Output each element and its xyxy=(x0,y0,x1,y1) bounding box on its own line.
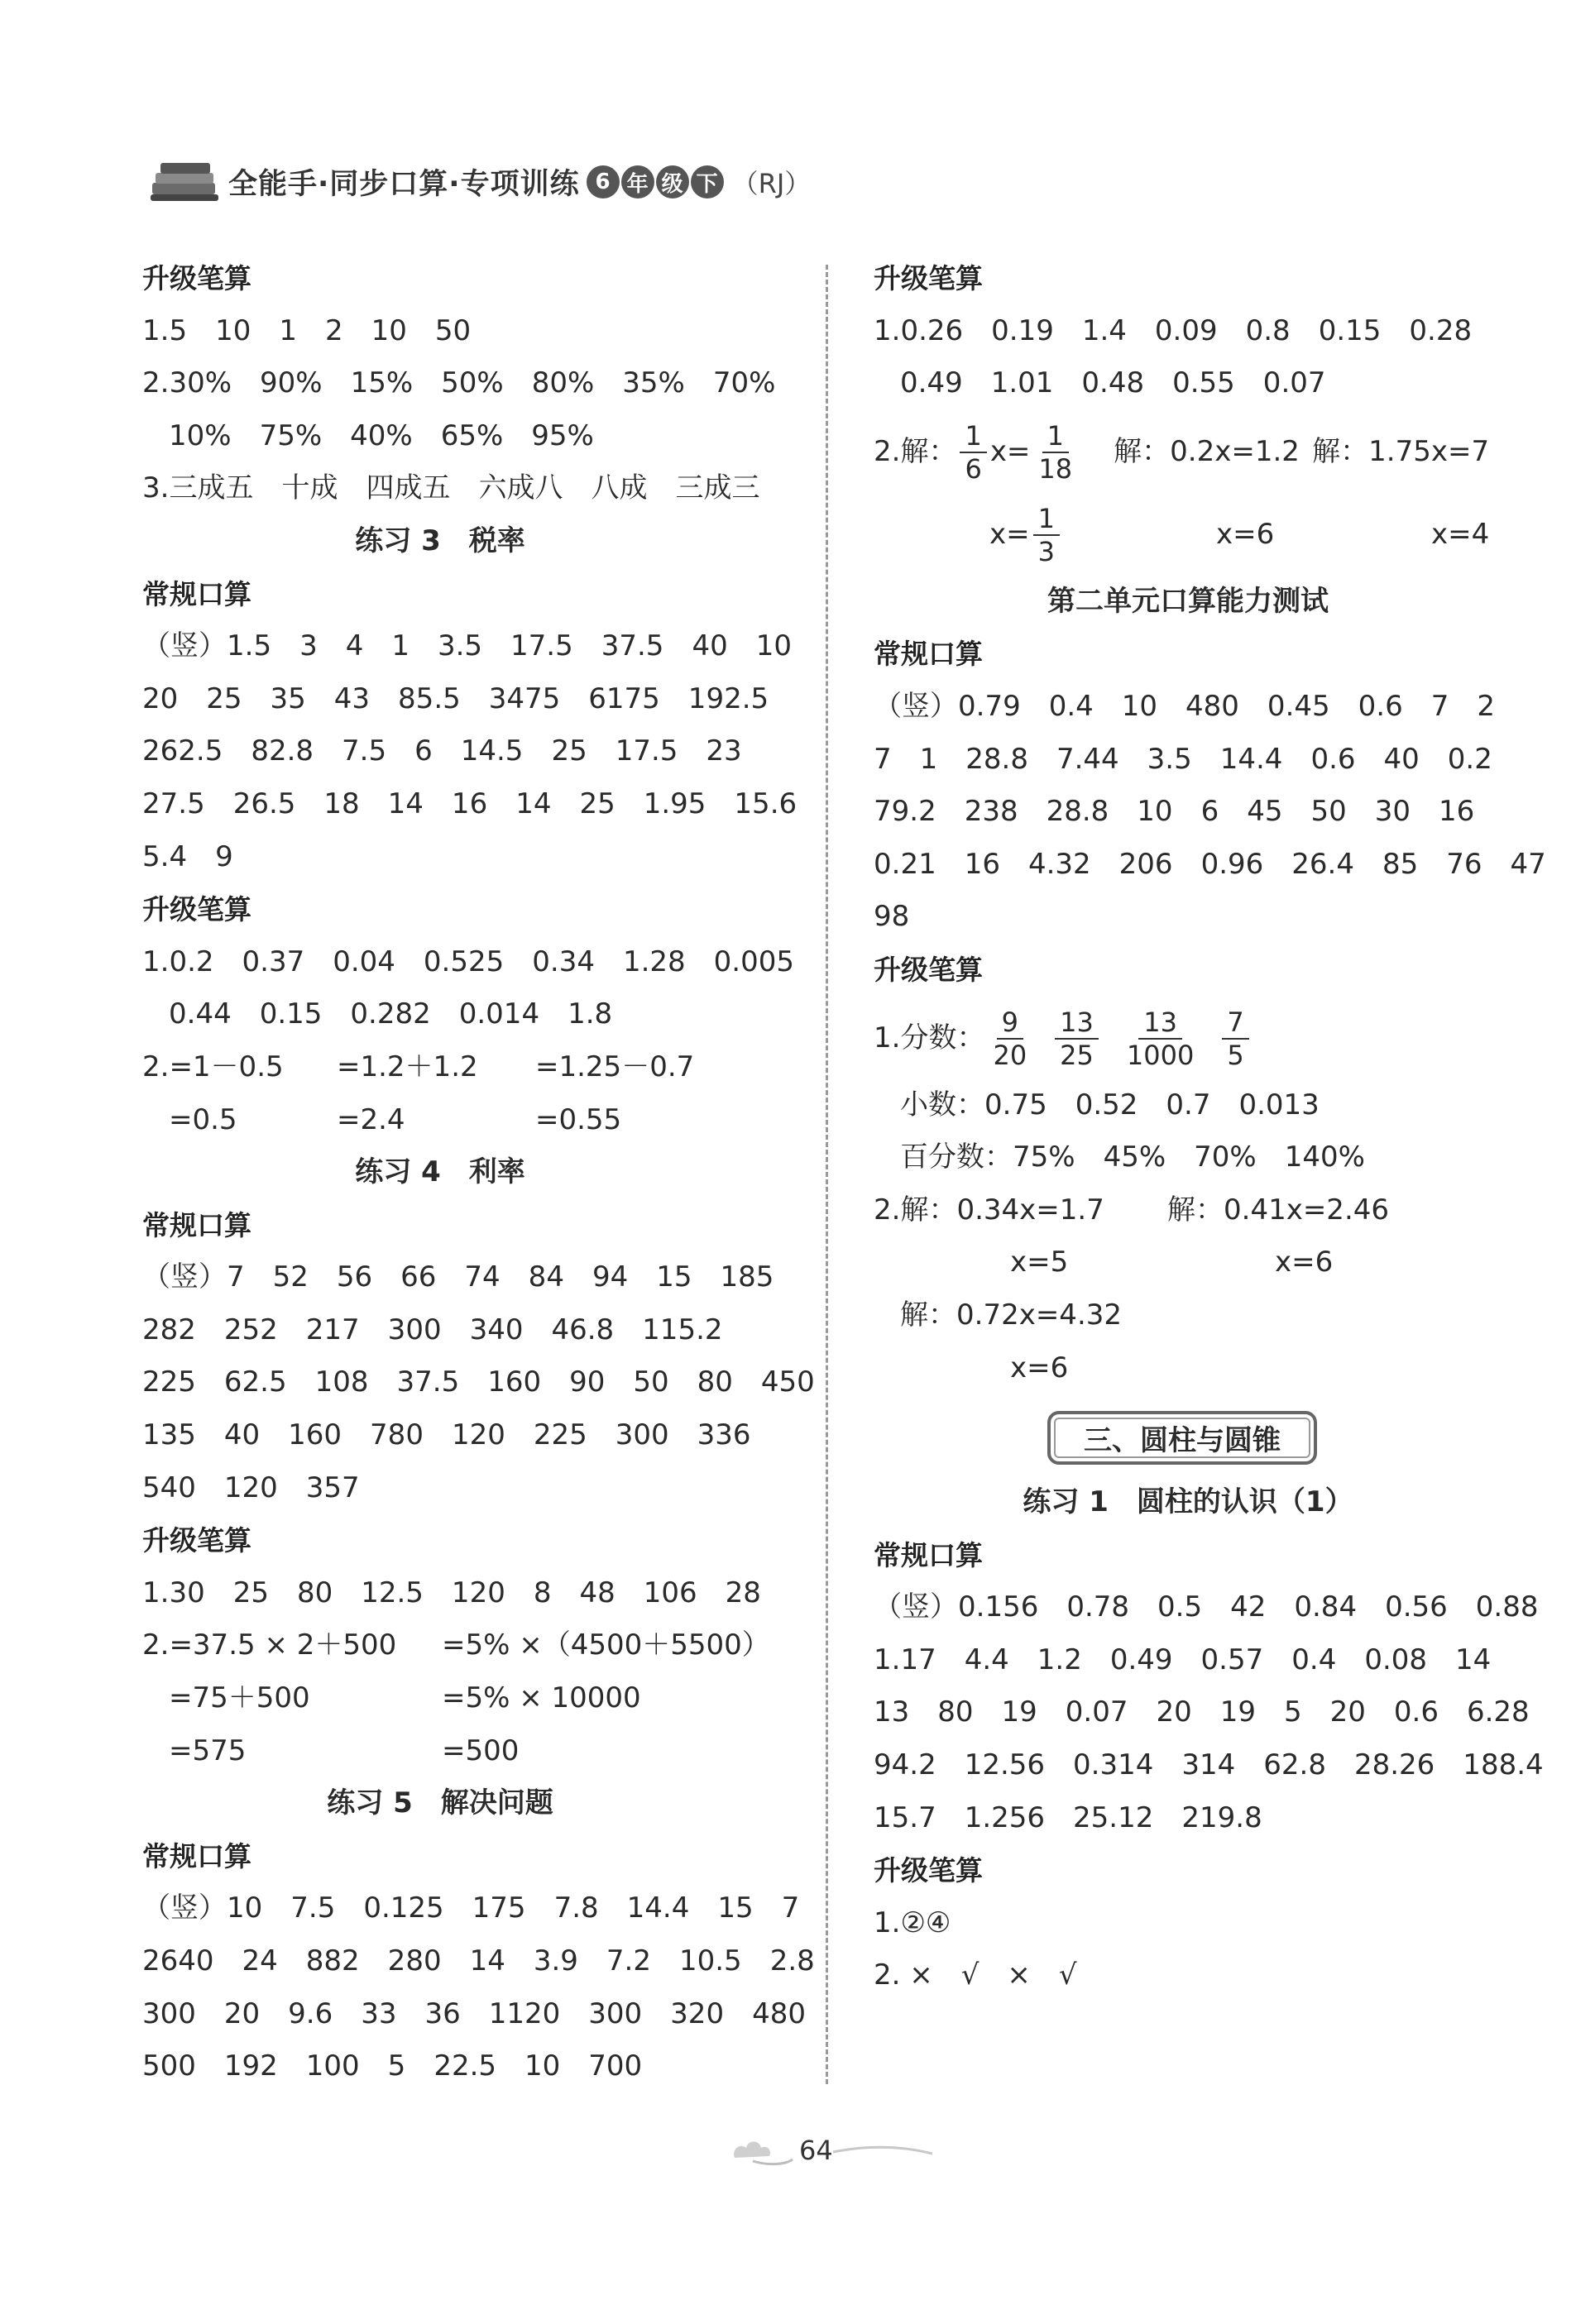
edition-label: （RJ） xyxy=(731,168,812,199)
section-heading: 升级笔算 xyxy=(874,1854,983,1887)
section-heading: 常规口算 xyxy=(142,1208,251,1241)
page-header xyxy=(149,153,811,211)
answer-line: 1.②④ xyxy=(874,1906,951,1939)
frac-num: 9 xyxy=(997,1007,1023,1040)
unit-test-title: 第二单元口算能力测试 xyxy=(1047,584,1329,618)
frac-num: 7 xyxy=(1222,1007,1248,1040)
answer-line: 225 62.5 108 37.5 160 90 50 80 450 xyxy=(142,1365,815,1399)
solution: x=4 xyxy=(1430,517,1490,551)
grade-char: 年 xyxy=(621,165,654,198)
solution: x=6 xyxy=(1215,517,1275,551)
calc-row xyxy=(142,1725,804,1778)
calc-step: =1.2＋1.2 xyxy=(337,1050,478,1083)
section-heading: 升级笔算 xyxy=(142,893,251,926)
calc-step: =5% × 10000 xyxy=(442,1681,641,1715)
answer-line: 1.0.2 0.37 0.04 0.525 0.34 1.28 0.005 xyxy=(142,944,794,978)
grade-char: 6 xyxy=(587,165,620,198)
answer-line: （竖）10 7.5 0.125 175 7.8 14.4 15 7 xyxy=(142,1891,800,1925)
answer-line: 98 xyxy=(874,900,910,934)
answer-line: 1.30 25 80 12.5 120 8 48 106 28 xyxy=(142,1576,761,1609)
section-heading: 升级笔算 xyxy=(142,262,251,294)
calc-step: =0.5 xyxy=(169,1102,237,1136)
header-title: 全能手·同步口算·专项训练 xyxy=(228,168,580,201)
frac-den: 5 xyxy=(1227,1040,1244,1072)
exercise-title: 练习 4 利率 xyxy=(355,1155,525,1189)
frac-num: 1 xyxy=(1033,503,1060,536)
frac-den: 25 xyxy=(1060,1040,1094,1072)
section-heading: 常规口算 xyxy=(142,1839,251,1872)
answer-line: 135 40 160 780 120 225 300 336 xyxy=(142,1418,751,1452)
equation: 2.解：0.34x=1.7 xyxy=(874,1193,1104,1227)
frac-num: 13 xyxy=(1055,1007,1099,1040)
solution: x=5 xyxy=(1010,1246,1069,1279)
calc-step: =5% ×（4500＋5500） xyxy=(442,1628,770,1662)
frac-den: 1000 xyxy=(1126,1040,1195,1072)
equation: 解：0.2x=1.2 xyxy=(1114,434,1300,468)
calc-step: =2.4 xyxy=(337,1102,405,1136)
equation: 解：0.41x=2.46 xyxy=(1167,1193,1390,1227)
grade-char: 级 xyxy=(656,165,689,198)
section-heading: 常规口算 xyxy=(874,638,983,671)
exercise-title: 练习 1 圆柱的认识（1） xyxy=(1023,1485,1353,1519)
answer-line: 1.5 10 1 2 10 50 xyxy=(142,313,472,347)
answer-line: 282 252 217 300 340 46.8 115.2 xyxy=(142,1313,723,1346)
answer-line: 13 80 19 0.07 20 19 5 20 0.6 6.28 xyxy=(874,1695,1530,1729)
frac-den: 18 xyxy=(1038,453,1073,485)
equation-row xyxy=(874,1184,1535,1237)
answer-line: 27.5 26.5 18 14 16 14 25 1.95 15.6 xyxy=(142,787,798,820)
calc-row xyxy=(142,1672,804,1725)
section-heading: 升级笔算 xyxy=(142,1524,251,1557)
frac-label: 1.分数： xyxy=(874,1021,985,1054)
grade-badge xyxy=(587,165,726,198)
equation: 解：0.72x=4.32 xyxy=(900,1298,1123,1332)
calc-row xyxy=(142,1041,804,1094)
calc-row xyxy=(142,1619,804,1672)
answer-line: （竖）7 52 56 66 74 84 94 15 185 xyxy=(142,1260,774,1294)
frac-num: 1 xyxy=(1042,420,1069,453)
answer-line: 1.17 4.4 1.2 0.49 0.57 0.4 0.08 14 xyxy=(874,1643,1492,1676)
calc-step: =1.25－0.7 xyxy=(535,1050,695,1083)
calc-step: =575 xyxy=(169,1733,247,1767)
cloud-swirl-icon xyxy=(728,2130,794,2171)
footer-swoosh-icon xyxy=(833,2142,932,2159)
answer-line: 500 192 100 5 22.5 10 700 xyxy=(142,2049,643,2083)
calc-step: =500 xyxy=(442,1733,520,1767)
frac-den: 20 xyxy=(993,1040,1027,1072)
answer-line: 0.49 1.01 0.48 0.55 0.07 xyxy=(900,366,1326,400)
solution-row xyxy=(874,1236,1535,1289)
section-heading: 升级笔算 xyxy=(874,953,983,986)
answer-line: 小数：0.75 0.52 0.7 0.013 xyxy=(900,1088,1320,1121)
answer-line: 262.5 82.8 7.5 6 14.5 25 17.5 23 xyxy=(142,734,742,768)
eq-prefix: 2.解： xyxy=(874,434,957,468)
fraction xyxy=(1222,1007,1248,1071)
answer-line: 3.三成五 十成 四成五 六成八 八成 三成三 xyxy=(142,471,760,505)
frac-num: 13 xyxy=(1138,1007,1182,1040)
sol-prefix: x= xyxy=(989,517,1030,551)
grade-char: 下 xyxy=(691,165,724,198)
calc-step: =0.55 xyxy=(535,1102,622,1136)
calc-row xyxy=(142,1094,804,1147)
fraction xyxy=(988,1007,1032,1071)
answer-line: 2.30% 90% 15% 50% 80% 35% 70% xyxy=(142,366,776,400)
unit-banner xyxy=(874,1394,1535,1476)
page-number: 64 xyxy=(799,2135,833,2166)
answer-line: 0.21 16 4.32 206 0.96 26.4 85 76 47 xyxy=(874,847,1546,881)
right-column xyxy=(874,252,1546,2002)
frac-den: 3 xyxy=(1037,536,1055,568)
fraction xyxy=(1033,503,1060,567)
answer-line: 10% 75% 40% 65% 95% xyxy=(169,418,594,452)
book-stack-icon xyxy=(149,158,220,206)
exercise-title: 练习 5 解决问题 xyxy=(327,1786,553,1820)
answer-line: 7 1 28.8 7.44 3.5 14.4 0.6 40 0.2 xyxy=(874,742,1492,776)
column-divider xyxy=(826,265,828,2084)
section-heading: 常规口算 xyxy=(874,1538,983,1571)
calc-step: 2.=1－0.5 xyxy=(142,1050,284,1083)
frac-den: 6 xyxy=(965,453,982,485)
fraction xyxy=(1122,1007,1199,1071)
answer-line: 2. × √ × √ xyxy=(874,1958,1077,1992)
answer-line: （竖）0.79 0.4 10 480 0.45 0.6 7 2 xyxy=(874,689,1495,723)
answer-line: （竖）1.5 3 4 1 3.5 17.5 37.5 40 10 xyxy=(142,629,792,663)
calc-step: 2.=37.5 × 2＋500 xyxy=(142,1628,397,1662)
page-footer xyxy=(728,2130,932,2171)
solution: x=6 xyxy=(1010,1351,1069,1384)
calc-step: =75＋500 xyxy=(169,1681,310,1715)
answer-line: 1.0.26 0.19 1.4 0.09 0.8 0.15 0.28 xyxy=(874,313,1473,347)
answer-line: 5.4 9 xyxy=(142,839,233,873)
answer-line: （竖）0.156 0.78 0.5 42 0.84 0.56 0.88 xyxy=(874,1590,1539,1624)
exercise-title: 练习 3 税率 xyxy=(355,524,525,557)
solution-row xyxy=(874,493,1535,576)
answer-line: 2640 24 882 280 14 3.9 7.2 10.5 2.8 xyxy=(142,1944,815,1977)
answer-line: 540 120 357 xyxy=(142,1470,360,1504)
answer-line: 79.2 238 28.8 10 6 45 50 30 16 xyxy=(874,795,1475,829)
fraction xyxy=(1055,1007,1099,1071)
section-heading: 常规口算 xyxy=(142,577,251,610)
fraction xyxy=(1033,420,1077,485)
answer-line: 20 25 35 43 85.5 3475 6175 192.5 xyxy=(142,681,769,715)
eq-mid: x= xyxy=(989,434,1031,468)
answer-line: 94.2 12.56 0.314 314 62.8 28.26 188.4 xyxy=(874,1748,1544,1782)
solution: x=6 xyxy=(1275,1246,1334,1279)
unit-title-box: 三、圆柱与圆锥 xyxy=(1047,1411,1317,1465)
frac-num: 1 xyxy=(960,420,986,453)
left-column xyxy=(142,252,815,2093)
answer-line: 0.44 0.15 0.282 0.014 1.8 xyxy=(169,997,613,1031)
fraction-row xyxy=(874,997,1535,1079)
equation: 解：1.75x=7 xyxy=(1312,434,1490,468)
section-heading: 升级笔算 xyxy=(874,262,983,294)
equation-row xyxy=(874,410,1535,493)
answer-line: 15.7 1.256 25.12 219.8 xyxy=(874,1800,1262,1834)
fraction xyxy=(960,420,986,485)
answer-line: 百分数：75% 45% 70% 140% xyxy=(900,1140,1365,1174)
answer-line: 300 20 9.6 33 36 1120 300 320 480 xyxy=(142,1996,806,2030)
